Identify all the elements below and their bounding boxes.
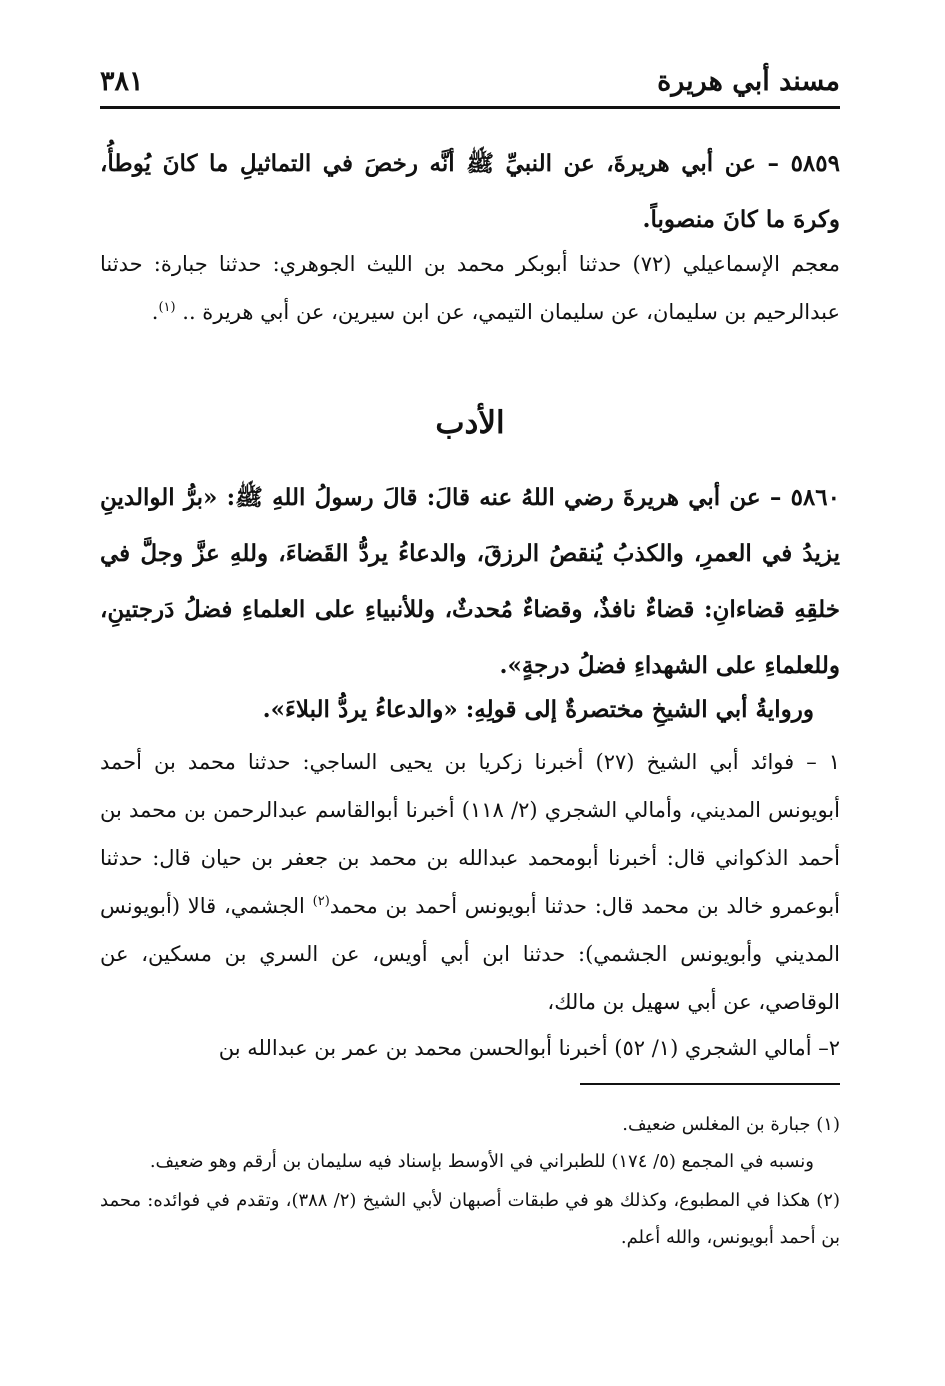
page-number: ٣٨١ xyxy=(100,66,144,97)
source-5860-item-1-rest: الجشمي، قالا (أبويونس المديني وأبويونس الجشمي): حدثنا ابن أبي أويس، عن السري بن مسكين، عن الوقاصي، عن أبي سهيل بن مالك، xyxy=(100,894,840,1014)
source-5859 xyxy=(100,240,840,336)
hadith-5859 xyxy=(100,136,840,248)
source-5859-text: معجم الإسماعيلي (٧٢) حدثنا أبوبكر محمد بن الليث الجوهري: حدثنا جبارة: حدثنا عبدالرحيم بن سليمان، عن سليمان التيمي، عن ابن سيرين، عن أبي هريرة .. xyxy=(100,252,840,324)
running-title: مسند أبي هريرة xyxy=(657,66,840,97)
section-heading: الأدب xyxy=(435,405,505,441)
source-5860-item-1 xyxy=(100,738,840,1026)
source-5860-item-1-text: ١ – فوائد أبي الشيخ (٢٧) أخبرنا زكريا بن يحيى الساجي: حدثنا محمد بن أحمد أبويونس المديني، وأمالي الشجري (٢/ ١١٨) أخبرنا أبوالقاسم عبدالرحمن بن محمد بن أحمد الذكواني قال: أخبرنا أبومحمد عبدالله بن محمد بن جعفر بن حيان قال: حدثنا أبوعمرو خالد بن محمد قال: حدثنا أبويونس أحمد بن محمد xyxy=(100,750,841,918)
page-header xyxy=(100,62,840,106)
footnote-ref-1[interactable]: (١) xyxy=(158,300,176,315)
hadith-5860-variant: وروايةُ أبي الشيخِ مختصرةٌ إلى قولِهِ: «والدعاءُ يردُّ البلاءَ». xyxy=(262,696,814,723)
footnote-ref-2[interactable]: (٢) xyxy=(312,894,330,909)
footnote-1-line-1: (١) جبارة بن المغلس ضعيف. xyxy=(622,1114,840,1135)
hadith-5860-text: ٥٨٦٠ – عن أبي هريرةَ رضي اللهُ عنه قالَ: قالَ رسولُ اللهِ ﷺ: «برُّ الوالدينِ يزيدُ في العمرِ، والكذبُ يُنقصُ الرزقَ، والدعاءُ يردُّ القَضاءَ، وللهِ عزَّ وجلَّ في خلقِهِ قضاءانِ: قضاءٌ نافذٌ، وقضاءٌ مُحدثٌ، وللأنبياءِ على العلماءِ فضلُ دَرجتينِ، وللعلماءِ على الشهداءِ فضلُ درجةٍ». xyxy=(100,484,840,679)
hadith-5860 xyxy=(100,470,840,694)
hadith-5859-text: ٥٨٥٩ – عن أبي هريرةَ، عن النبيِّ ﷺ أنَّه رخصَ في التماثيلِ ما كانَ يُوطأُ، وكرهَ ما كانَ منصوباً. xyxy=(100,150,840,233)
footnote-divider xyxy=(580,1083,840,1085)
source-5860-item-2: ٢– أمالي الشجري (١/ ٥٢) أخبرنا أبوالحسن محمد بن عمر بن عبدالله بن xyxy=(218,1036,840,1060)
footnote-1-line-2: ونسبه في المجمع (٥/ ١٧٤) للطبراني في الأوسط بإسناد فيه سليمان بن أرقم وهو ضعيف. xyxy=(149,1151,814,1172)
footnote-2: (٢) هكذا في المطبوع، وكذلك هو في طبقات أصبهان لأبي الشيخ (٢/ ٣٨٨)، وتقدم في فوائده: محمد بن أحمد أبويونس، والله أعلم. xyxy=(100,1190,840,1248)
header-divider xyxy=(100,106,840,109)
source-5859-end: . xyxy=(151,300,159,324)
footnote-1 xyxy=(100,1106,840,1180)
